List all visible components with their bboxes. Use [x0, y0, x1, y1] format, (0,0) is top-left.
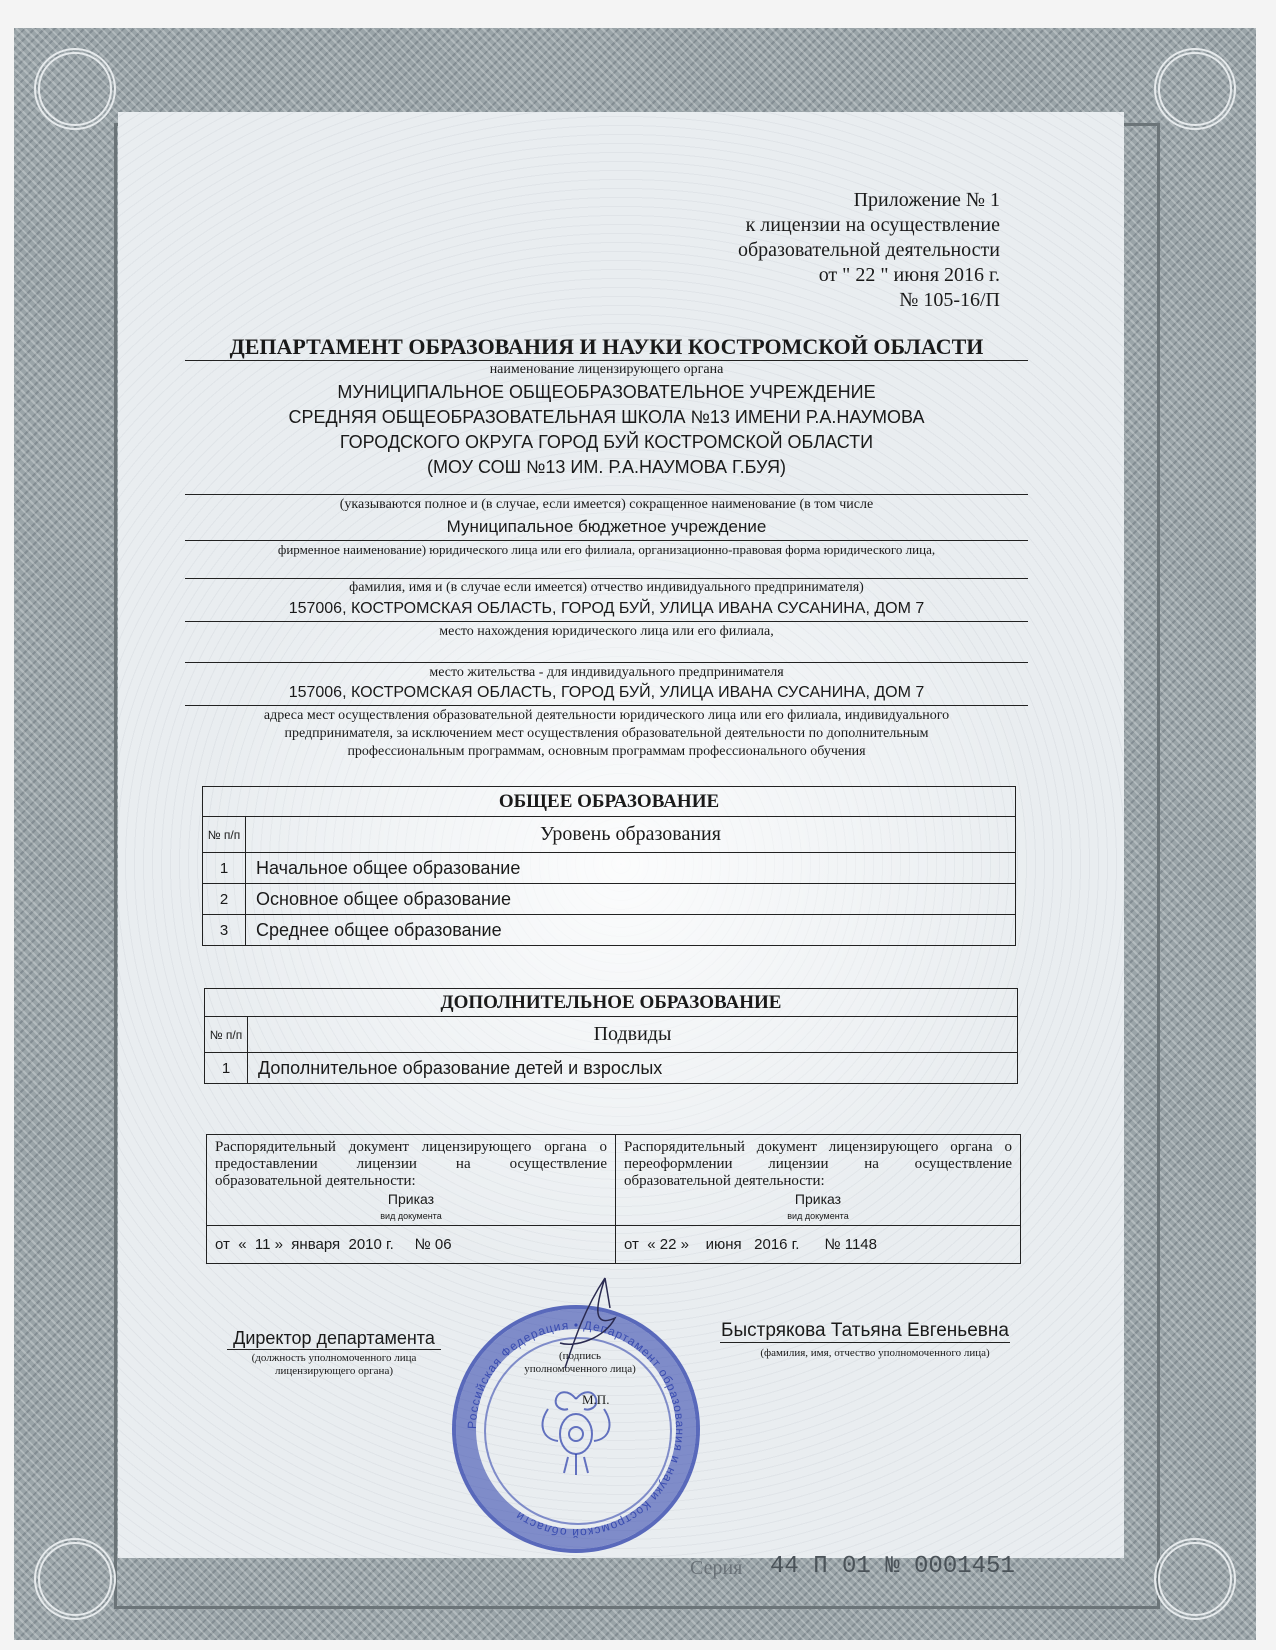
signer-name: Быстрякова Татьяна Евгеньевна	[721, 1320, 1009, 1341]
grant-order-text: Распорядительный документ лицензирующего органа о предоставлении лицензии на осуществление образовательной деятельности:	[215, 1139, 607, 1189]
signer-position: Директор департамента	[227, 1328, 441, 1350]
grant-order-cell	[207, 1135, 616, 1226]
row-level: Основное общее образование	[246, 884, 1016, 915]
doc-type-caption: вид документа	[787, 1211, 849, 1221]
caption-line: (подпись	[558, 1350, 601, 1362]
row-num: 1	[203, 853, 246, 884]
appendix-number: № 105-16/П	[899, 289, 1000, 311]
row-num: 3	[203, 915, 246, 946]
row-num: 1	[205, 1053, 248, 1084]
row-num: 2	[203, 884, 246, 915]
divider	[185, 540, 1028, 541]
divider	[185, 494, 1028, 495]
series-label: Серия	[690, 1557, 743, 1579]
handwritten-signature	[545, 1268, 635, 1378]
grant-order-doc-type: Приказ	[387, 1191, 435, 1207]
corner-rosette-icon	[34, 48, 116, 130]
table-title: ДОПОЛНИТЕЛЬНОЕ ОБРАЗОВАНИЕ	[205, 989, 1018, 1017]
row-level: Среднее общее образование	[246, 915, 1016, 946]
additional-education-table	[204, 988, 1018, 1084]
address-caption: место жительства - для индивидуального предпринимателя	[429, 665, 784, 680]
col-header-level: Уровень образования	[246, 817, 1016, 853]
seal-place-mark: М.П.	[582, 1392, 610, 1407]
divider	[185, 621, 1028, 622]
row-level: Начальное общее образование	[246, 853, 1016, 884]
orders-table	[206, 1134, 1021, 1264]
divider	[185, 360, 1028, 361]
authority-caption: наименование лицензирующего органа	[489, 362, 724, 377]
appendix-line: к лицензии на осуществление	[745, 214, 1000, 236]
name-caption: (фамилия, имя, отчество уполномоченного лица)	[760, 1347, 990, 1359]
table-row	[203, 884, 1016, 915]
divider	[185, 578, 1028, 579]
org-line: (МОУ СОШ №13 ИМ. Р.А.НАУМОВА Г.БУЯ)	[426, 457, 787, 477]
org-caption: фамилия, имя и (в случае если имеется) отчество индивидуального предпринимателя)	[349, 580, 864, 595]
corner-rosette-icon	[1154, 48, 1236, 130]
address-caption: предпринимателя, за исключением мест осуществления образовательной деятельности по дополнительным	[284, 726, 929, 741]
appendix-header	[738, 188, 1000, 313]
reissue-order-text: Распорядительный документ лицензирующего органа о переоформлении лицензии на осуществление образовательной деятельности:	[624, 1139, 1012, 1189]
org-caption: фирменное наименование) юридического лица или его филиала, организационно-правовая форма юридического лица,	[277, 542, 936, 557]
appendix-line: Приложение № 1	[853, 189, 1000, 211]
authority-name: ДЕПАРТАМЕНТ ОБРАЗОВАНИЯ И НАУКИ КОСТРОМСКОЙ ОБЛАСТИ	[229, 334, 984, 359]
reissue-order-doc-type: Приказ	[794, 1191, 842, 1207]
organization-name	[185, 380, 1028, 480]
grant-order-date: от « 11 » января 2010 г. № 06	[207, 1226, 616, 1264]
caption-line: лицензирующего органа)	[274, 1365, 393, 1377]
org-line: ГОРОДСКОГО ОКРУГА ГОРОД БУЙ КОСТРОМСКОЙ ОБЛАСТИ	[339, 432, 874, 452]
corner-rosette-icon	[34, 1538, 116, 1620]
org-line: МУНИЦИПАЛЬНОЕ ОБЩЕОБРАЗОВАТЕЛЬНОЕ УЧРЕЖДЕНИЕ	[337, 382, 876, 402]
org-caption: (указываются полное и (в случае, если имеется) сокращенное наименование (в том числе	[339, 497, 874, 512]
address-caption-block	[185, 707, 1028, 761]
org-line: СРЕДНЯЯ ОБЩЕОБРАЗОВАТЕЛЬНАЯ ШКОЛА №13 ИМЕНИ Р.А.НАУМОВА	[288, 407, 925, 427]
divider	[185, 705, 1028, 706]
series-number: 44 П 01 № 0001451	[770, 1553, 1015, 1580]
table-row	[205, 1053, 1018, 1084]
address-caption: место нахождения юридического лица или его филиала,	[439, 624, 774, 639]
reissue-order-date: от « 22 » июня 2016 г. № 1148	[616, 1226, 1021, 1264]
divider	[185, 662, 1028, 663]
caption-line: уполномоченного лица)	[524, 1363, 636, 1375]
row-subtype: Дополнительное образование детей и взрослых	[248, 1053, 1018, 1084]
caption-line: (должность уполномоченного лица	[251, 1352, 417, 1364]
table-title: ОБЩЕЕ ОБРАЗОВАНИЕ	[203, 787, 1016, 817]
reissue-order-cell	[616, 1135, 1021, 1226]
general-education-table	[202, 786, 1016, 946]
address-caption: профессиональным программам, основным программам профессионального обучения	[347, 744, 866, 759]
activity-address: 157006, КОСТРОМСКАЯ ОБЛАСТЬ, ГОРОД БУЙ, УЛИЦА ИВАНА СУСАНИНА, ДОМ 7	[288, 684, 925, 701]
col-header-num: № п/п	[203, 817, 246, 853]
location-address: 157006, КОСТРОМСКАЯ ОБЛАСТЬ, ГОРОД БУЙ, УЛИЦА ИВАНА СУСАНИНА, ДОМ 7	[288, 600, 925, 617]
table-row	[203, 915, 1016, 946]
seal-text: Российская Федерация • Департамент образования и науки Костромской области	[464, 1317, 688, 1541]
appendix-date: от " 22 " июня 2016 г.	[818, 264, 1000, 286]
table-row	[203, 853, 1016, 884]
corner-rosette-icon	[1154, 1538, 1236, 1620]
appendix-line: образовательной деятельности	[738, 239, 1000, 261]
col-header-sub: Подвиды	[248, 1017, 1018, 1053]
address-caption: адреса мест осуществления образовательной деятельности юридического лица или его филиала, индивидуального	[263, 708, 950, 723]
org-legal-form: Муниципальное бюджетное учреждение	[446, 517, 767, 536]
col-header-num: № п/п	[205, 1017, 248, 1053]
doc-type-caption: вид документа	[380, 1211, 442, 1221]
position-caption	[222, 1352, 446, 1378]
